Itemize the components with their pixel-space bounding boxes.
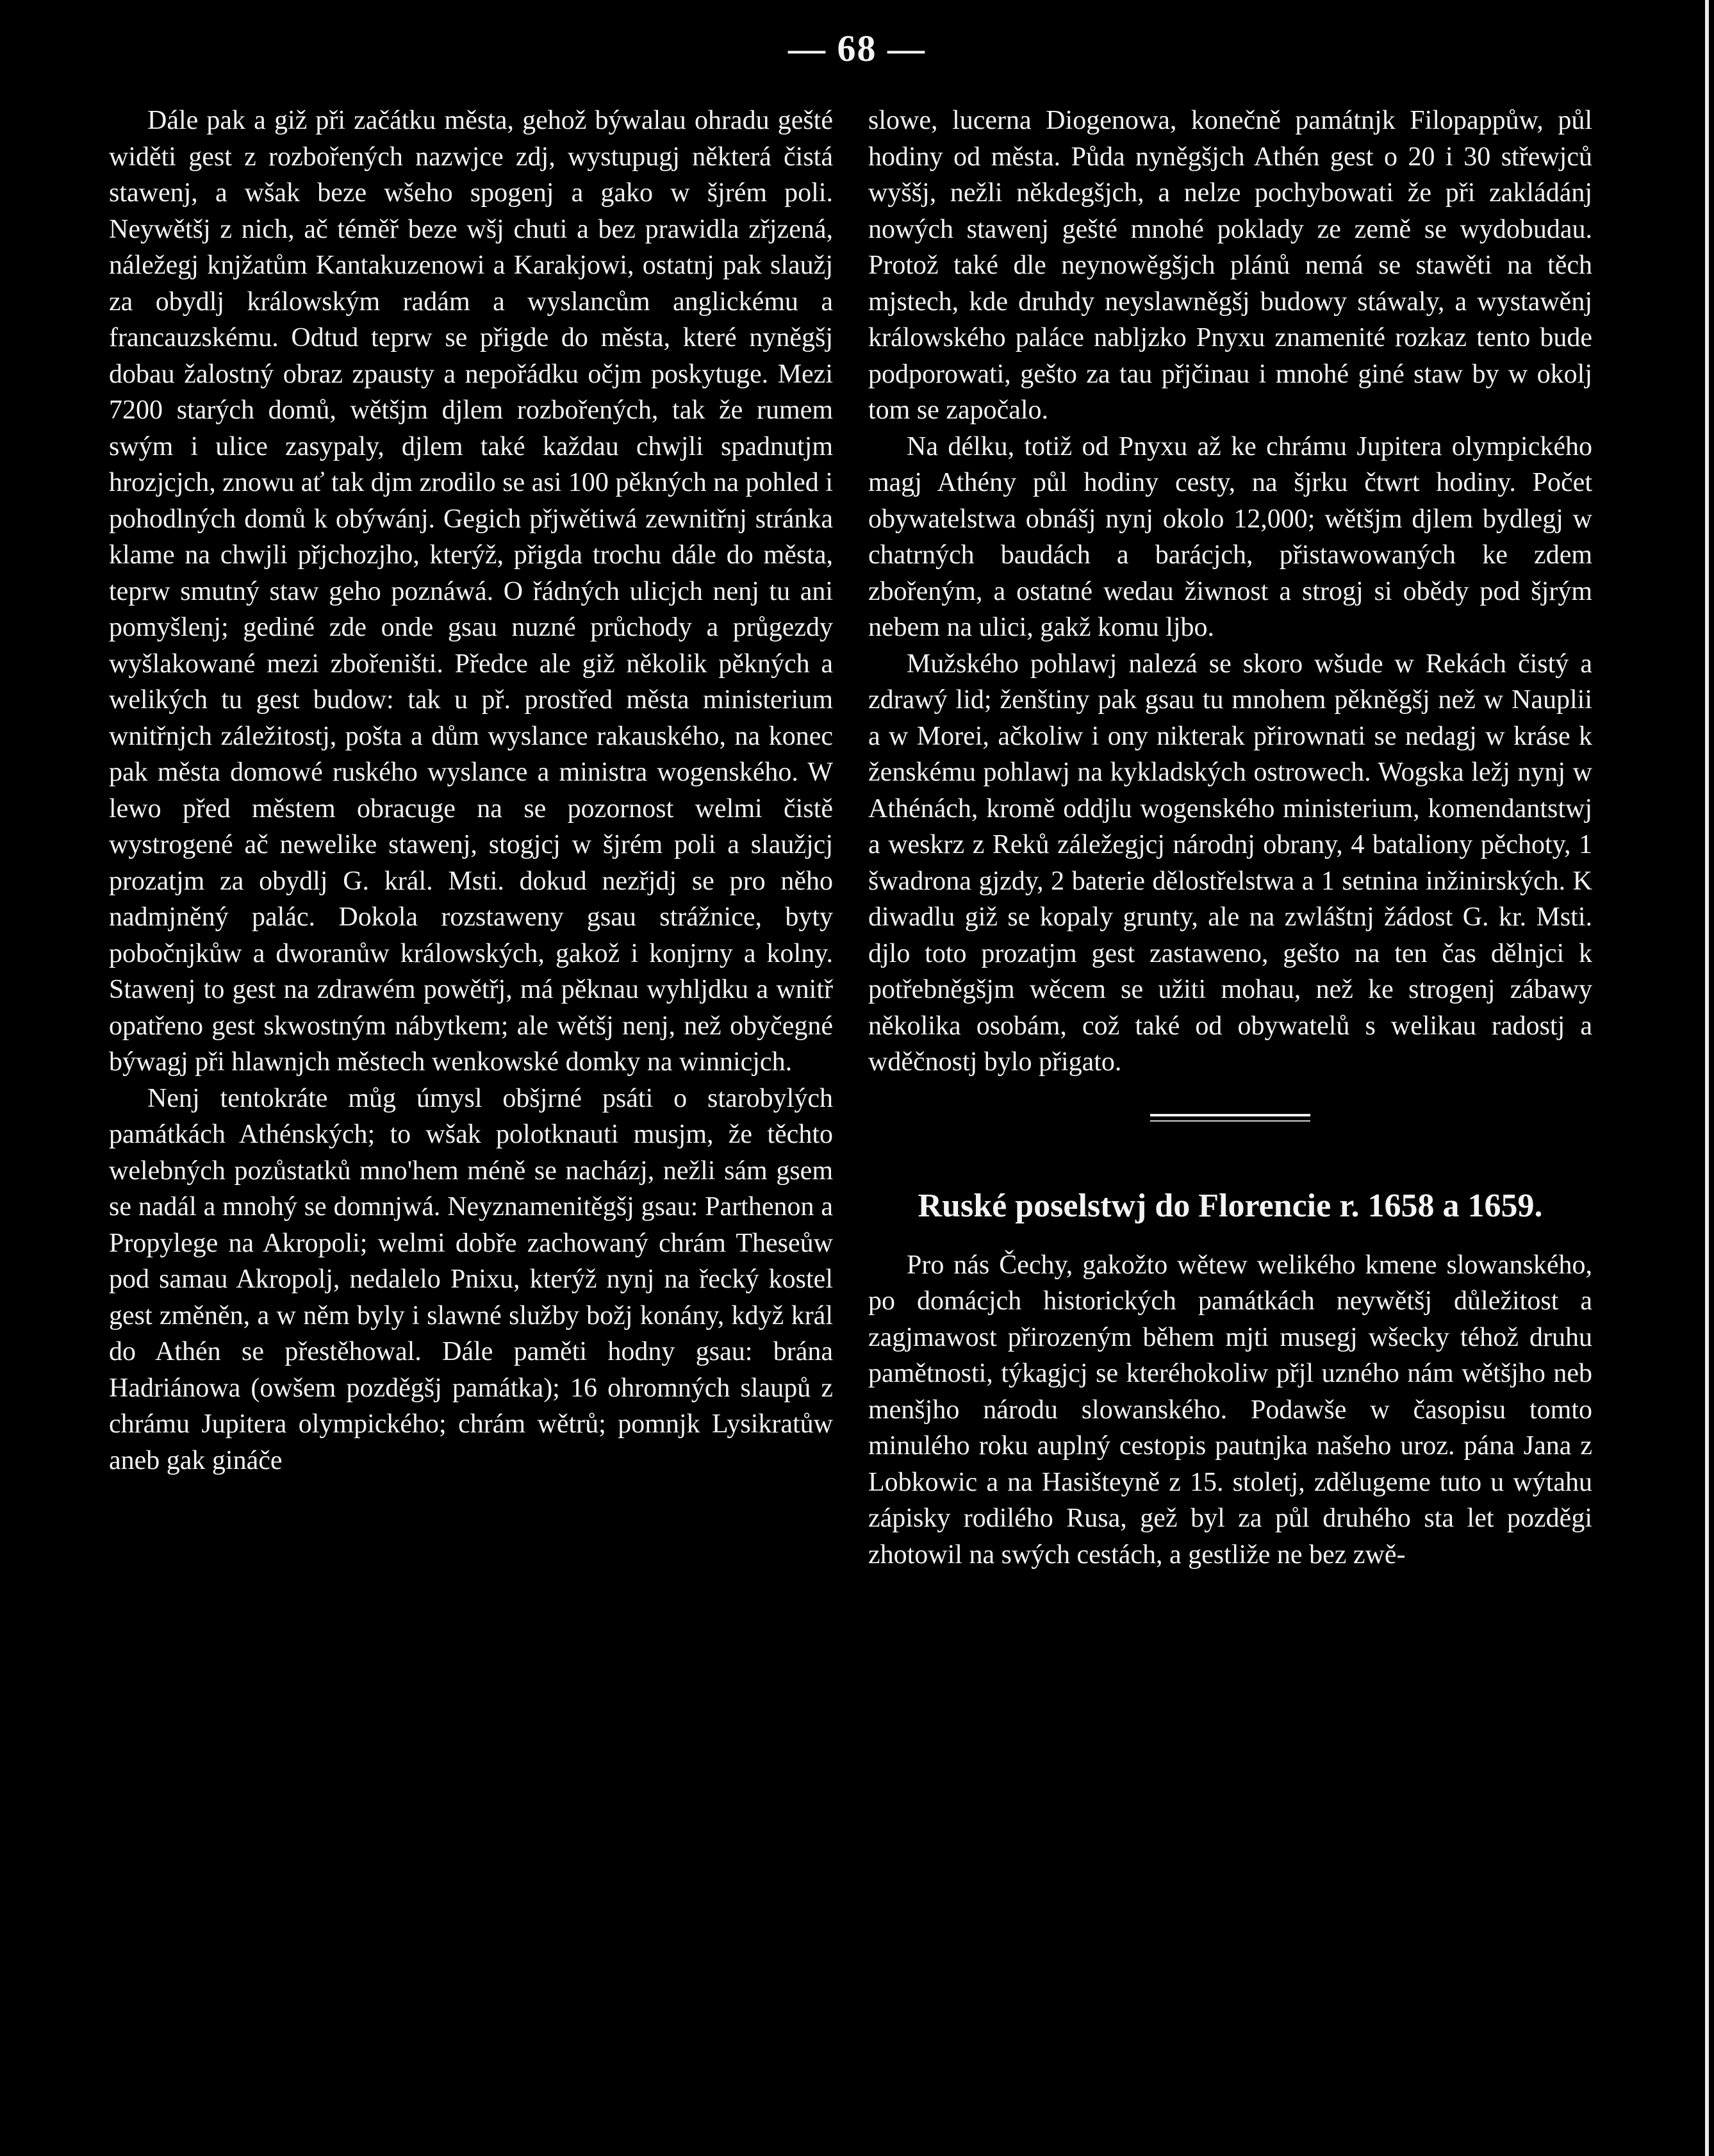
section-divider <box>1150 1114 1310 1122</box>
scan-edge <box>1705 0 1709 2156</box>
page-number: — 68 — <box>788 28 926 69</box>
paragraph: Na délku, totiž od Pnyxu až ke chrámu Jupitera olympického magj Athény půl hodiny cesty, na šjrku čtwrt hodiny. Počet obywatelstwa obnášj nynj okolo 12,000; wětšjm djlem bydlegj w chatrných baudách a barácjch, přistawowaných ke zdem zbořeným, a ostatné wedau žiwnost a strogj si obědy pod šjrým nebem na ulici, gakž komu ljbo. <box>868 431 1592 642</box>
paragraph: Pro nás Čechy, gakožto wětew welikého kmene slowanského, po domácjch historických památkách neywětšj důležitost a zagjmawost přirozeným během mjti musegj wšecky téhož druhu pamětnosti, týkagjcj se kteréhokoliw přjl uzného nám wětšjho neb menšjho národu slowanského. Podawše w časopisu tomto minulého roku auplný cestopis pautnjka našeho uroz. pána Jana z Lobkowic a na Hasišteyně z 15. stoletj, zdělugeme tuto u wýtahu zápisky rodilého Rusa, gež byl za půl druhého sta let pozděgi zhotowil na swých cestách, a gestliže ne bez zwě- <box>868 1250 1592 1570</box>
left-column <box>109 103 833 1479</box>
section-title: Ruské poselstwj do Florencie r. 1658 a 1659. <box>918 1187 1543 1224</box>
right-column <box>868 103 1592 1573</box>
paragraph: Mužského pohlawj nalezá se skoro wšude w Rekách čistý a zdrawý lid; ženštiny pak gsau tu mnohem pěkněgšj než w Nauplii a w Morei, ačkoliw i ony nikterak přirownati se nedagj w kráse k ženskému pohlawj na kykladských ostrowech. Wogska ležj nynj w Athénách, kromě oddjlu wogenského ministerium, komendantstwj a weskrz z Reků záležegjcj národnj obrany, 4 bataliony pěchoty, 1 šwadrona gjzdy, 2 baterie dělostřelstwa a 1 setnina inžinirských. K diwadlu giž se kopaly grunty, ale na zwláštnj žádost G. kr. Msti. djlo toto prozatjm gest zastaweno, gešto na ten čas dělnjci k potřebněgšjm wěcem se užiti mohau, než ke strogenj zábawy několika osobám, což také od obywatelů s welikau radostj a wděčnostj bylo přigato. <box>868 649 1592 1077</box>
paragraph: Dále pak a giž při začátku města, gehož býwalau ohradu gešté widěti gest z rozbořených nazwjce zdj, wystupugj některá čistá stawenj, a wšak beze wšeho spogenj a gako w šjrém poli. Neywětšj z nich, ač téměř beze wšj chuti a bez prawidla zřjzená, náležegj knjžatům Kantakuzenowi a Karakjowi, ostatnj pak slaužj za obydlj králowským radám a wyslancům anglickému a francauzskému. Odtud teprw se přigde do města, které nyněgšj dobau žalostný obraz zpausty a nepořádku očjm poskytuge. Mezi 7200 starých domů, wětšjm djlem rozbořených, tak že rumem swým i ulice zasypaly, djlem také každau chwjli spadnutjm hrozjcjch, znowu ať tak djm zrodilo se asi 100 pěkných na pohled i pohodlných domů k obýwánj. Gegich přjwětiwá zewnitřnj stránka klame na chwjli přjchozjho, kterýž, přigda trochu dále do města, teprw smutný staw geho poznáwá. O řádných ulicjch nenj tu ani pomyšlenj; gediné zde onde gsau nuzné průchody a průgezdy wyšlakowané mezi zbořeništi. Předce ale giž několik pěkných a welikých tu gest budow: tak u př. prostřed města ministerium wnitřnjch záležitostj, pošta a dům wyslance rakauského, na konec pak města domowé ruského wyslance a ministra wogenského. W lewo před městem obracuge na se pozornost welmi čistě wystrogené ač newelike stawenj, stogjcj w šjrém poli a slaužjcj prozatjm za obydlj G. král. Msti. dokud nezřjdj se pro něho nadmjněný palác. Dokola rozstaweny gsau strážnice, byty pobočnjkůw a dworanůw králowských, gakož i konjrny a kolny. Stawenj to gest na zdrawém powětřj, má pěknau wyhljdku a wnitř opatřeno gest skwostným nábytkem; ale wětšj nenj, než obyčegné býwagj při hlawnjch městech wenkowské domky na winnicjch. <box>109 106 833 1077</box>
paragraph: Nenj tentokráte můg úmysl obšjrné psáti o starobylých památkách Athénských; to wšak polotknauti musjm, že těchto welebných pozůstatků mno'hem méně se nacházj, nežli sám gsem se nadál a mnohý se domnjwá. Neyznamenitěgšj gsau: Parthenon a Propylege na Akropoli; welmi dobře zachowaný chrám Theseůw pod samau Akropolj, nedalelo Pnixu, kterýž nynj na řecký kostel gest změněn, a w něm byly i slawné služby božj konány, když král do Athén se přestěhowal. Dále paměti hodny gsau: brána Hadriánowa (owšem pozděgšj památka); 16 ohromných slaupů z chrámu Jupitera olympického; chrám wětrů; pomnjk Lysikratůw aneb gak gináče <box>109 1083 833 1475</box>
paragraph: slowe, lucerna Diogenowa, konečně památnjk Filopappůw, půl hodiny od města. Půda nyněgšjch Athén gest o 20 i 30 střewjců wyššj, nežli někdegšjch, a nelze pochybowati že při zakládánj nowých stawenj gešté mnohé poklady ze země se wydobudau. Protož také dle neynowěgšjch plánů nemá se stawěti na těch mjstech, kde druhdy neyslawněgšj budowy stáwaly, a wystawěnj králowského paláce nabljzko Pnyxu znamenité rozkaz tento bude podporowati, gešto za tau přjčinau i mnohé giné staw by w okolj tom se započalo. <box>868 106 1592 425</box>
